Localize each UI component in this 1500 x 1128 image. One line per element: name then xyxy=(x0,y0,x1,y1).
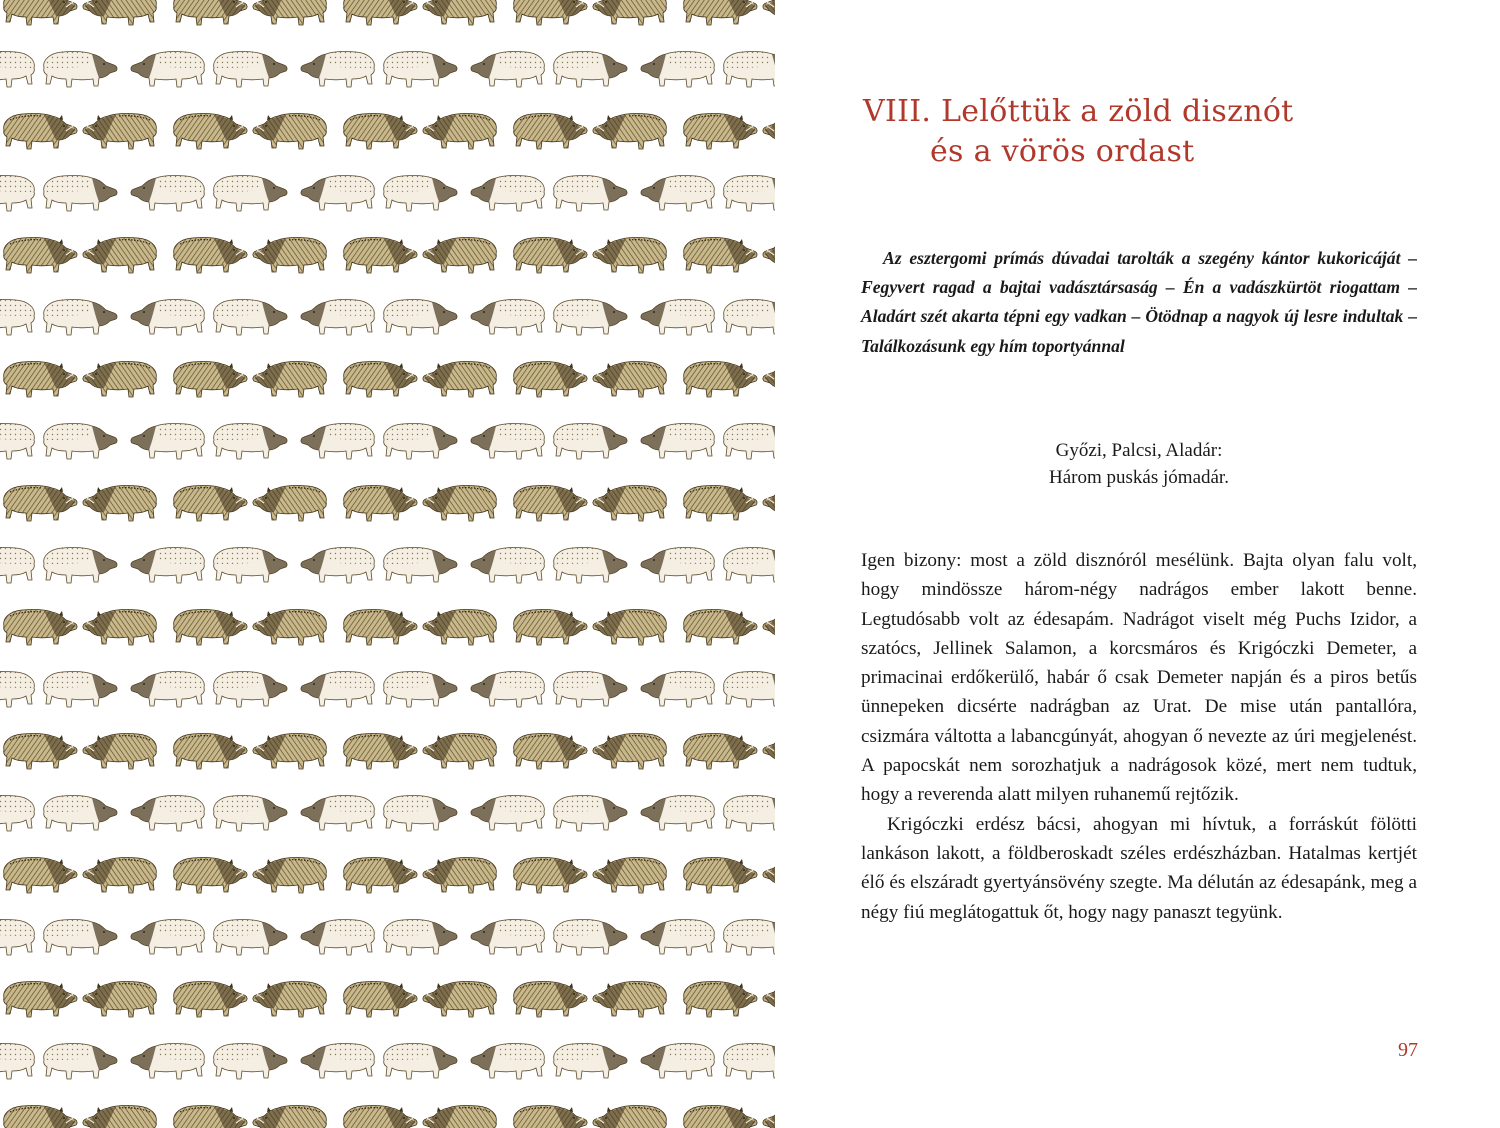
chapter-title-line-2: és a vörös ordast xyxy=(930,134,1195,169)
verse-line-2: Három puskás jómadár. xyxy=(1049,467,1229,488)
paragraph: Igen bizony: most a zöld disznóról mesélünk. Bajta olyan falu volt, hogy mindössze három-négy nadrágos ember lakott benne. Legtudósabb volt az édesapám. Nadrágot viselt még Puchs Izidor, a szatócs, Jellinek Salamon, a korcsmáros és Krigóczki Demeter, a primacinai erdőkerülő, habár ő csak Demeter napján és a piros betűs ünnepeken dicsérte nadrágban az Urat. De mise után pantallóra, csizmára váltotta a labancgúnyát, ahogyan ő nevezte az úri megjelenést. A papocskát nem sorozhatjuk a nadrágosok közé, mert nem tudtuk, hogy a reverenda alatt milyen ruhanemű rejtőzik. xyxy=(861,550,1417,806)
verse-line-1: Győzi, Palcsi, Aladár: xyxy=(1055,440,1223,461)
boar-row xyxy=(4,1105,775,1128)
verse xyxy=(861,437,1417,491)
page-number: 97 xyxy=(1398,1039,1418,1061)
paragraph: Krigóczki erdész bácsi, ahogyan mi hívtuk, a forráskút fölötti lankáson lakott, a földberoskadt széles erdészházban. Hatalmas kertjét élő és elszáradt gyertyánsövény szegte. Ma délután az édesapánk, meg a négy fiú meglátogattuk őt, hogy nagy panaszt tegyünk. xyxy=(861,813,1417,923)
chapter-summary: Az esztergomi prímás dúvadai tarolták a szegény kántor kukoricáját – Fegyvert ragad a bajtai vadásztársaság – Én a vadászkürtöt riogattam – Aladárt szét akarta tépni egy vadkan – Ötödnap a nagyok új lesre indultak – Találkozásunk egy hím toportyánnal xyxy=(861,248,1417,356)
chapter-title-line-1: VIII. Lelőttük a zöld disznót xyxy=(863,94,1294,129)
body-text xyxy=(861,546,1417,927)
right-page-text xyxy=(776,0,1500,1128)
chapter-title xyxy=(863,92,1423,172)
